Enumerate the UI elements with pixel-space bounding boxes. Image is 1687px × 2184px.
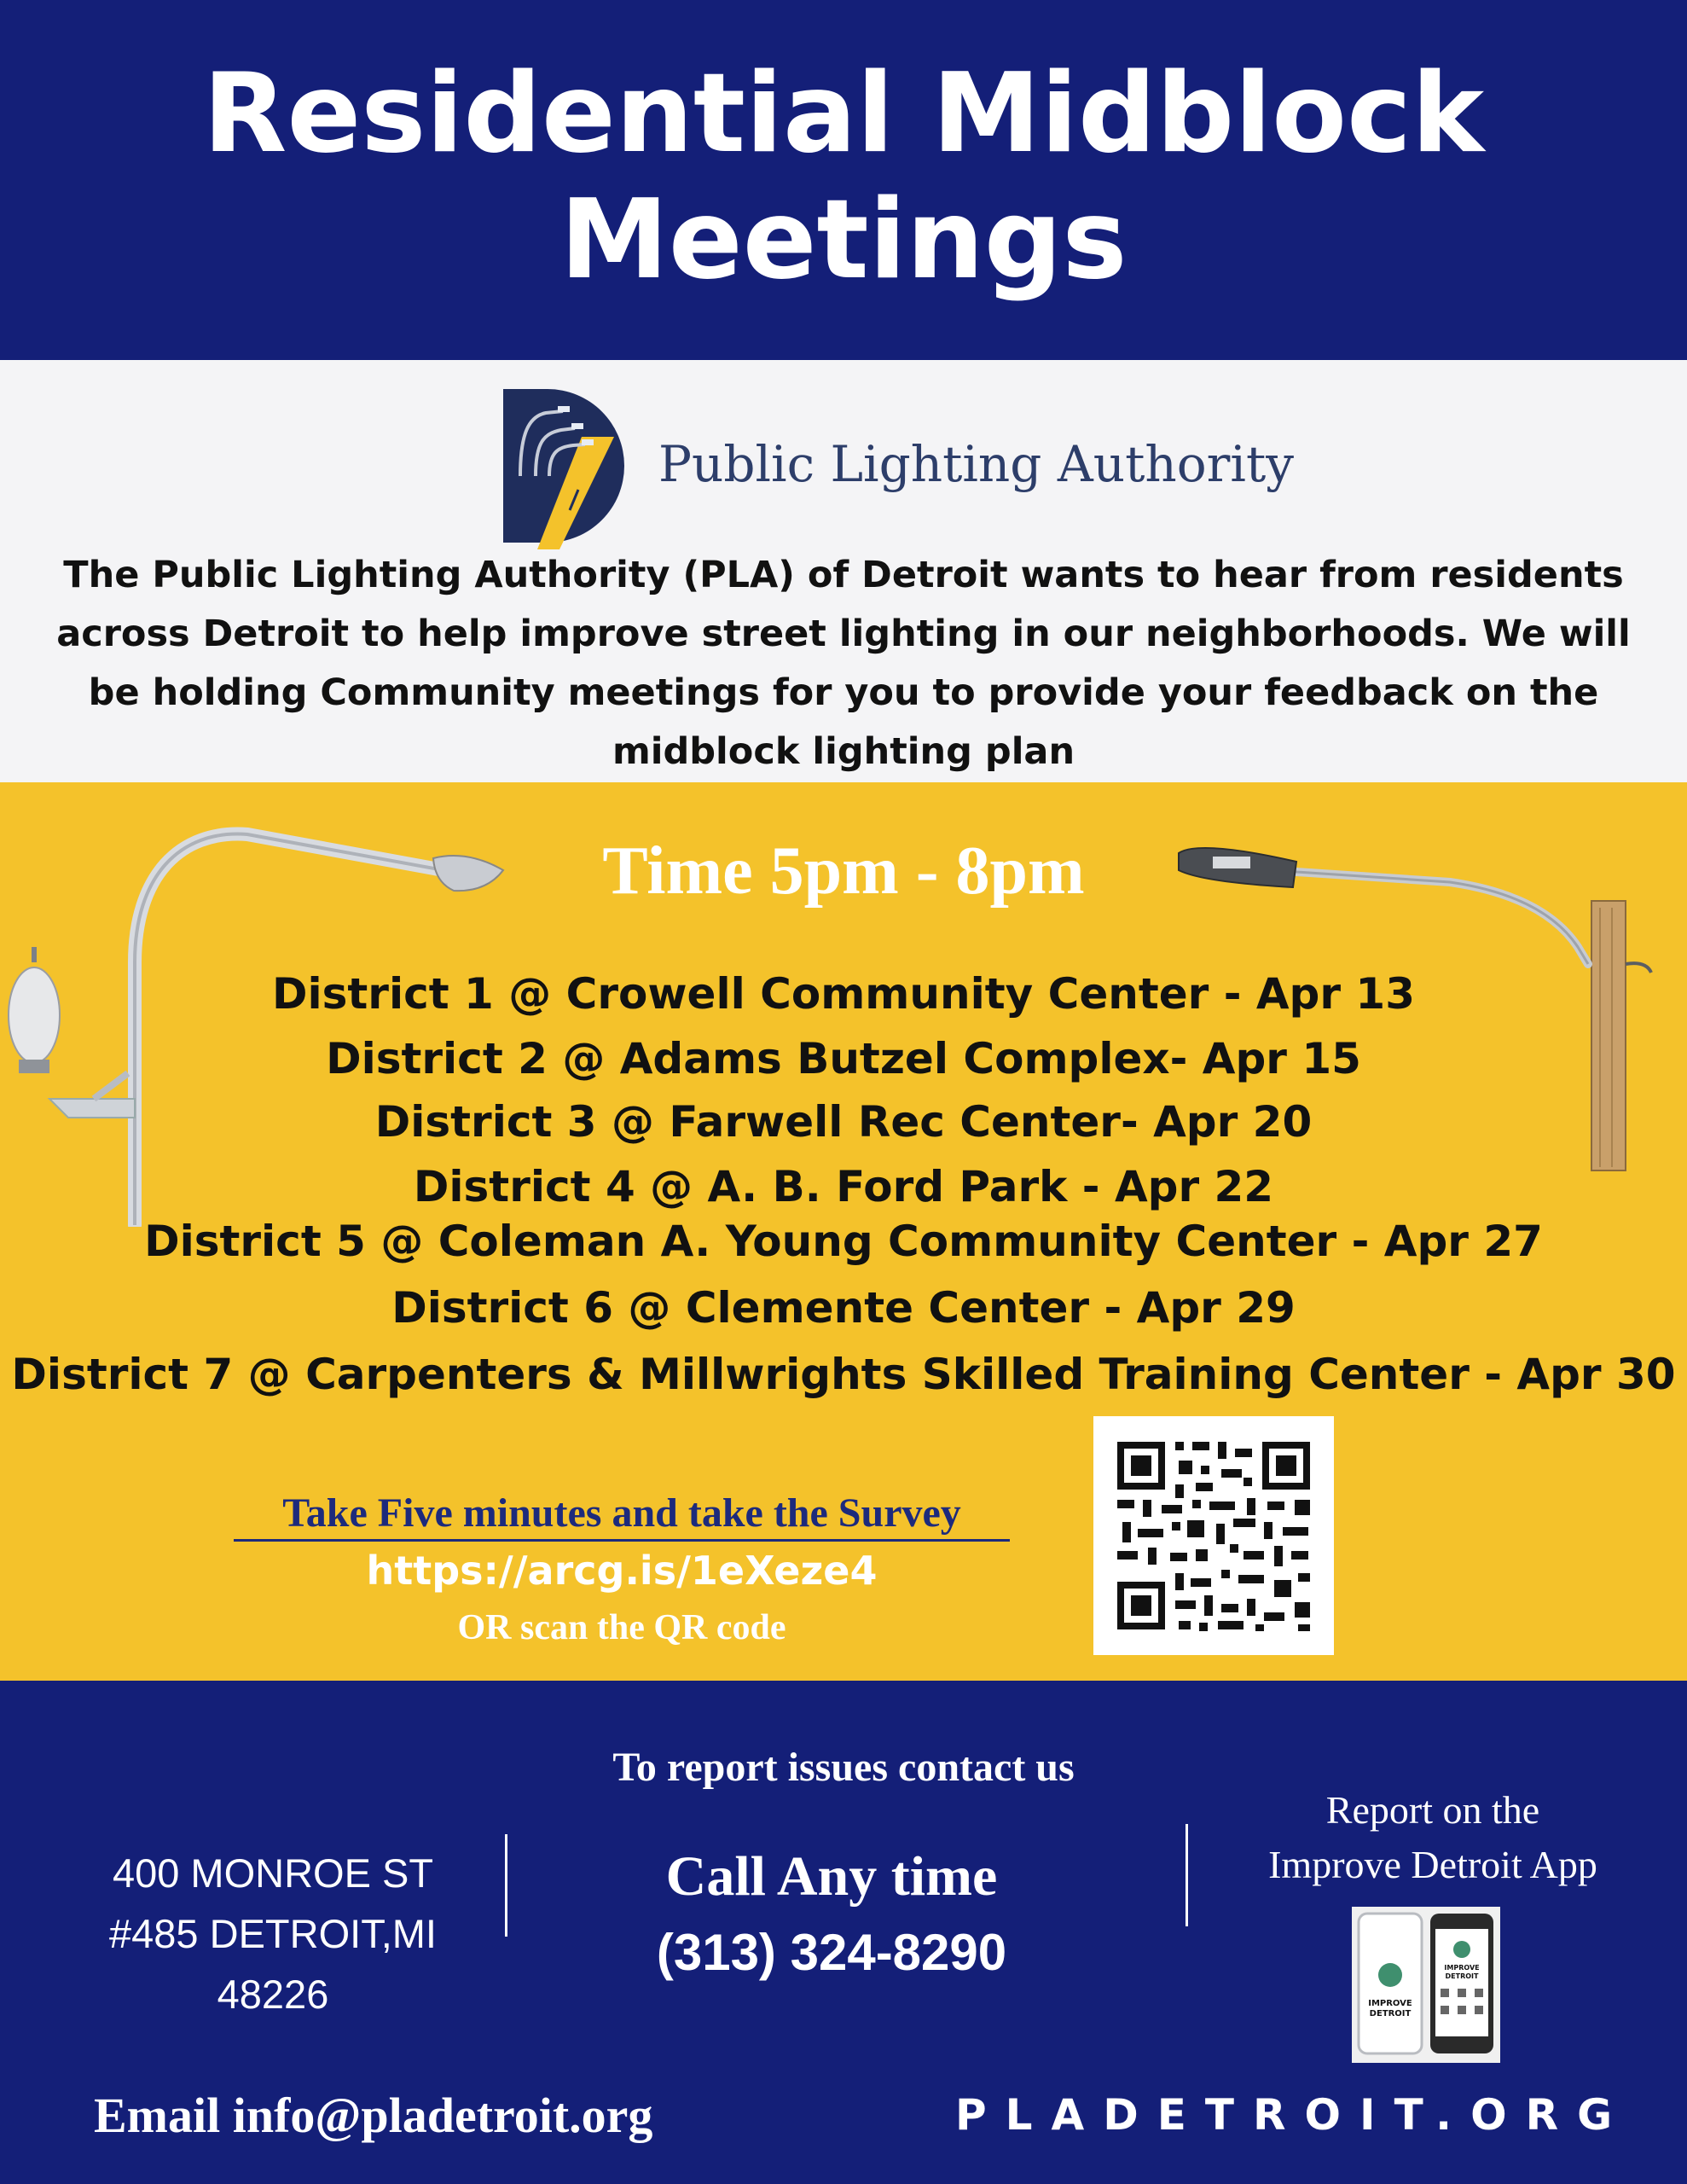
- mailing-address: [85, 1843, 461, 2024]
- survey-call-to-action[interactable]: Take Five minutes and take the Survey: [282, 1490, 961, 1536]
- address-city: #485 DETROIT,MI: [109, 1911, 437, 1956]
- app-label-line1: Report on the: [1325, 1788, 1540, 1832]
- report-issues-heading: To report issues contact us: [612, 1745, 1075, 1790]
- divider-right: [1186, 1824, 1188, 1926]
- divider-left: [505, 1834, 507, 1937]
- phone-number[interactable]: (313) 324-8290: [656, 1924, 1007, 1981]
- meeting-time: Time 5pm - 8pm: [602, 834, 1085, 909]
- pla-logo: [486, 382, 640, 549]
- logo-wordmark: Public Lighting Authority: [658, 435, 1295, 493]
- qr-instruction: OR scan the QR code: [457, 1608, 786, 1647]
- website-link[interactable]: PLADETROIT.ORG: [955, 2090, 1632, 2140]
- survey-qr-code[interactable]: [1093, 1416, 1334, 1655]
- page-title: Residential Midblock Meetings: [202, 50, 1485, 304]
- contact-email[interactable]: Email info@pladetroit.org: [94, 2088, 653, 2143]
- app-label-line2: Improve Detroit App: [1268, 1843, 1597, 1886]
- svg-text:DETROIT: DETROIT: [1369, 2009, 1412, 2018]
- address-street: 400 MONROE ST: [112, 1850, 434, 1896]
- intro-text: The Public Lighting Authority (PLA) of Detroit wants to hear from residents across Detroit to help improve street lighting in our neighborhoods. We will be holding Community meetings for you to provide your feedback on the midblock lighting plan: [56, 554, 1631, 773]
- improve-detroit-app-image[interactable]: [1352, 1907, 1500, 2063]
- svg-text:DETROIT: DETROIT: [1445, 1972, 1479, 1980]
- district-7-meeting: District 7 @ Carpenters & Millwrights Skilled Training Center - Apr 30: [11, 1350, 1676, 1399]
- survey-link[interactable]: https://arcg.is/1eXeze4: [366, 1548, 878, 1594]
- improve-detroit-app-label: [1211, 1783, 1655, 1892]
- district-2-meeting: District 2 @ Adams Butzel Complex- Apr 15: [326, 1034, 1361, 1083]
- call-label: Call Any time: [665, 1845, 998, 1908]
- district-3-meeting: District 3 @ Farwell Rec Center- Apr 20: [374, 1097, 1313, 1147]
- district-5-meeting: District 5 @ Coleman A. Young Community Center - Apr 27: [144, 1217, 1543, 1266]
- district-1-meeting: District 1 @ Crowell Community Center - Apr 13: [272, 969, 1415, 1019]
- survey-underline: [234, 1539, 1010, 1542]
- address-zip: 48226: [217, 1972, 329, 2017]
- svg-text:IMPROVE: IMPROVE: [1368, 1999, 1412, 2008]
- district-4-meeting: District 4 @ A. B. Ford Park - Apr 22: [413, 1162, 1274, 1211]
- svg-text:IMPROVE: IMPROVE: [1444, 1964, 1480, 1972]
- district-6-meeting: District 6 @ Clemente Center - Apr 29: [391, 1283, 1296, 1333]
